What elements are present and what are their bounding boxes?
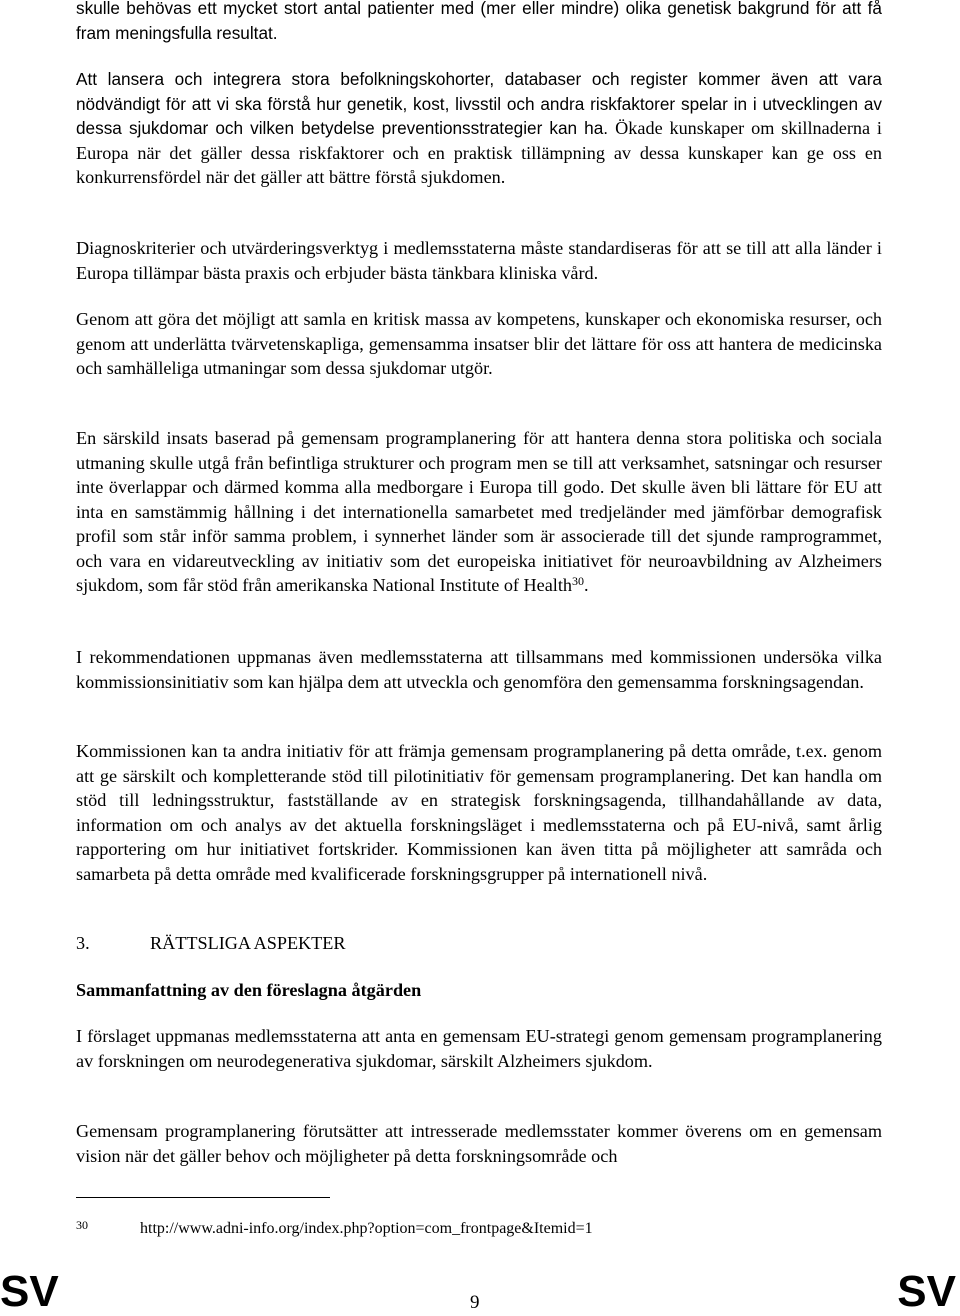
paragraph-5-text: I rekommendationen uppmanas även medlemsstaterna att tillsammans med kommissionen undersöka vilka kommissionsinitiativ som kan hjälpa dem att utveckla och genomföra den gemensamma forskningsagendan.: [76, 647, 882, 692]
section-number: 3.: [76, 933, 90, 953]
paragraph-8-text: Gemensam programplanering förutsätter att intresserade medlemsstater kommer överens om en gemensam vision när det gäller behov och möjligheter på detta forskningsområde och: [76, 1121, 882, 1166]
paragraph-0-text: skulle behövas ett mycket stort antal patienter med (mer eller mindre) olika genetisk bakgrund för att få fram meningsfulla resultat.: [76, 0, 882, 43]
paragraph-4: [76, 426, 882, 598]
paragraph-1-text: Att lansera och integrera stora befolkningskohorter, databaser och register kommer även att vara nödvändigt för att vi ska förstå hur genetik, kost, livsstil och andra riskfaktorer spelar in i utvecklingen av dessa sjukdomar och vilken betydelse preventionsstrategier kan ha.: [76, 69, 882, 138]
footnote-divider: [76, 1197, 330, 1198]
page-number: 9: [470, 1292, 480, 1313]
paragraph-3-text: Genom att göra det möjligt att samla en kritisk massa av kompetens, kunskaper och ekonomiska resurser, och genom att underlätta tvärvetenskapliga, gemensamma insatser blir det lättare för oss att hantera de medicinska och samhälleliga utmaningar som dessa sjukdomar utgör.: [76, 309, 882, 378]
subsection-heading: Sammanfattning av den föreslagna åtgärden: [76, 980, 422, 1000]
paragraph-3: [76, 307, 882, 381]
paragraph-8: [76, 1119, 882, 1168]
footnote-number: 30: [76, 1218, 88, 1232]
paragraph-1b-text: Ökade kunskaper om skillnaderna i Europa när det gäller dessa riskfaktorer och en praktisk tillämpning av dessa kunskaper kan ge oss en konkurrensfördel när det gäller att bättre förstå sjukdomen.: [76, 118, 882, 187]
paragraph-1: [76, 67, 882, 190]
paragraph-4-text: En särskild insats baserad på gemensam programplanering för att hantera denna stora politiska och sociala utmaning skulle utgå från befintliga strukturer och program men se till att verksamhet, satsningar och resurser inte överlappar och därmed komma alla medborgare i Europa till godo. Det skulle även bli lättare för EU att inta en samstämmig hållning i det internationella samarbetet med tredjeländer med jämförbar demografisk profil som står inför samma problem, i synnerhet länder som är associerade till det sjunde ramprogrammet, och vara en vidareutveckling av initiativ som det europeiska initiativet för neuroavbildning av Alzheimers sjukdom, som får stöd från amerikanska National Institute of Health: [76, 428, 882, 595]
footnote-link[interactable]: http://www.adni-info.org/index.php?option=com_frontpage&Itemid=1: [140, 1220, 593, 1237]
footer-language-right: SV: [897, 1267, 956, 1316]
section-heading: RÄTTSLIGA ASPEKTER: [150, 933, 346, 953]
paragraph-6-text: Kommissionen kan ta andra initiativ för att främja gemensam programplanering på detta område, t.ex. genom att ge särskilt och kompletterande stöd till pilotinitiativ för gemensam programplanering. Det kan handla om stöd till ledningsstruktur, fastställande av en strategisk forskningsagenda, tillhandahållande av data, information om och analys av det aktuella forskningsläget i medlemsstaterna och på EU-nivå, samt årlig rapportering om hur initiativet fortskrider. Kommissionen kan även titta på möjligheter att samråda och samarbeta på detta område med kvalificerade forskningsgrupper på internationell nivå.: [76, 741, 882, 884]
paragraph-7: [76, 1024, 882, 1073]
paragraph-4-end: .: [584, 575, 589, 595]
footnote-ref: 30: [572, 574, 584, 588]
footer-language-left: SV: [0, 1267, 59, 1316]
paragraph-2-text: Diagnoskriterier och utvärderingsverktyg i medlemsstaterna måste standardiseras för att se till att alla länder i Europa tillämpar bästa praxis och erbjuder bästa tänkbara kliniska vård.: [76, 238, 882, 283]
paragraph-0: [76, 0, 882, 45]
paragraph-7-text: I förslaget uppmanas medlemsstaterna att anta en gemensam EU-strategi genom gemensam programplanering av forskningen om neurodegenerativa sjukdomar, särskilt Alzheimers sjukdom.: [76, 1026, 882, 1071]
paragraph-5: [76, 645, 882, 694]
paragraph-2: [76, 236, 882, 285]
paragraph-6: [76, 739, 882, 886]
